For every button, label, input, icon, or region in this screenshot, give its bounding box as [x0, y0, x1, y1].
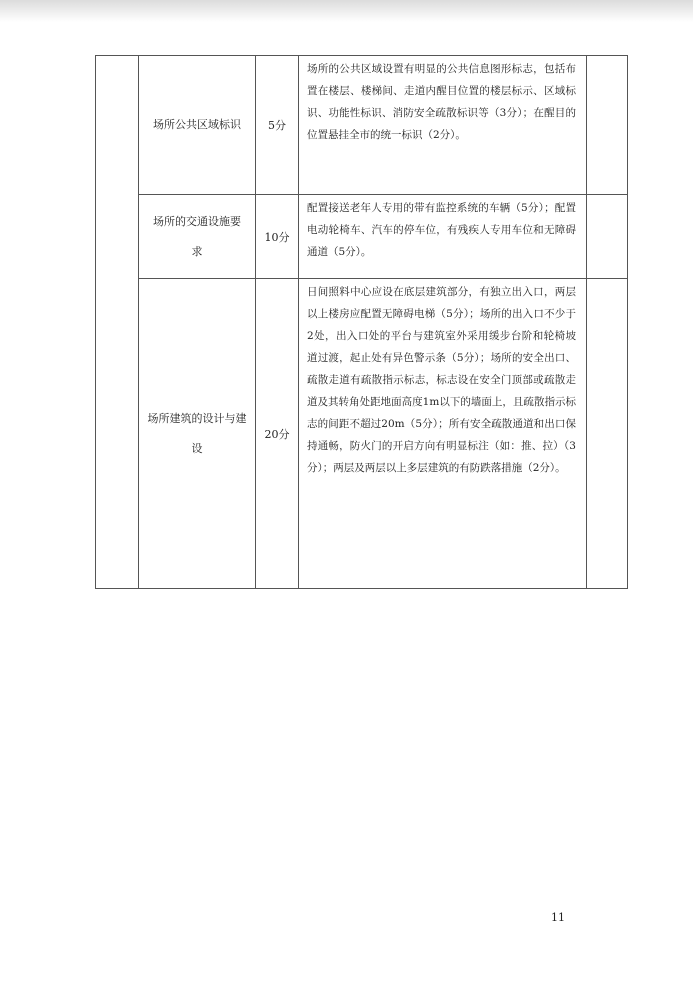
scan-edge	[0, 0, 693, 22]
table-row	[96, 56, 628, 195]
item-description: 场所的公共区域设置有明显的公共信息图形标志，包括布置在楼层、楼梯间、走道内醒目位置的楼层标示、区域标识、功能性标识、消防安全疏散标识等（3分）；在醒目的位置悬挂全市的统一标识（2分）。	[299, 56, 587, 195]
item-name: 场所建筑的设计与建设	[139, 279, 256, 589]
item-score: 10分	[256, 195, 299, 279]
item-name: 场所公共区域标识	[139, 56, 256, 195]
item-description: 日间照料中心应设在底层建筑部分，有独立出入口，两层以上楼房应配置无障碍电梯（5分）；场所的出入口不少于2处，出入口处的平台与建筑室外采用缓步台阶和轮椅坡道过渡，起止处有异色警示条（5分）；场所的安全出口、疏散走道有疏散指示标志，标志设在安全门顶部或疏散走道及其转角处距地面高度1m以下的墙面上，且疏散指示标志的间距不超过20m（5分）；所有安全疏散通道和出口保持通畅，防火门的开启方向有明显标注（如：推、拉）（3分）；两层及两层以上多层建筑的有防跌落措施（2分）。	[299, 279, 587, 589]
category-cell	[96, 56, 139, 589]
criteria-table	[95, 55, 628, 589]
item-score: 5分	[256, 56, 299, 195]
page-number: 11	[551, 911, 565, 924]
table-row	[96, 279, 628, 589]
table-row	[96, 195, 628, 279]
item-description: 配置接送老年人专用的带有监控系统的车辆（5分）；配置电动轮椅车、汽车的停车位，有残疾人专用车位和无障碍通道（5分）。	[299, 195, 587, 279]
item-name: 场所的交通设施要求	[139, 195, 256, 279]
remarks-cell	[587, 195, 628, 279]
remarks-cell	[587, 56, 628, 195]
remarks-cell	[587, 279, 628, 589]
item-score: 20分	[256, 279, 299, 589]
